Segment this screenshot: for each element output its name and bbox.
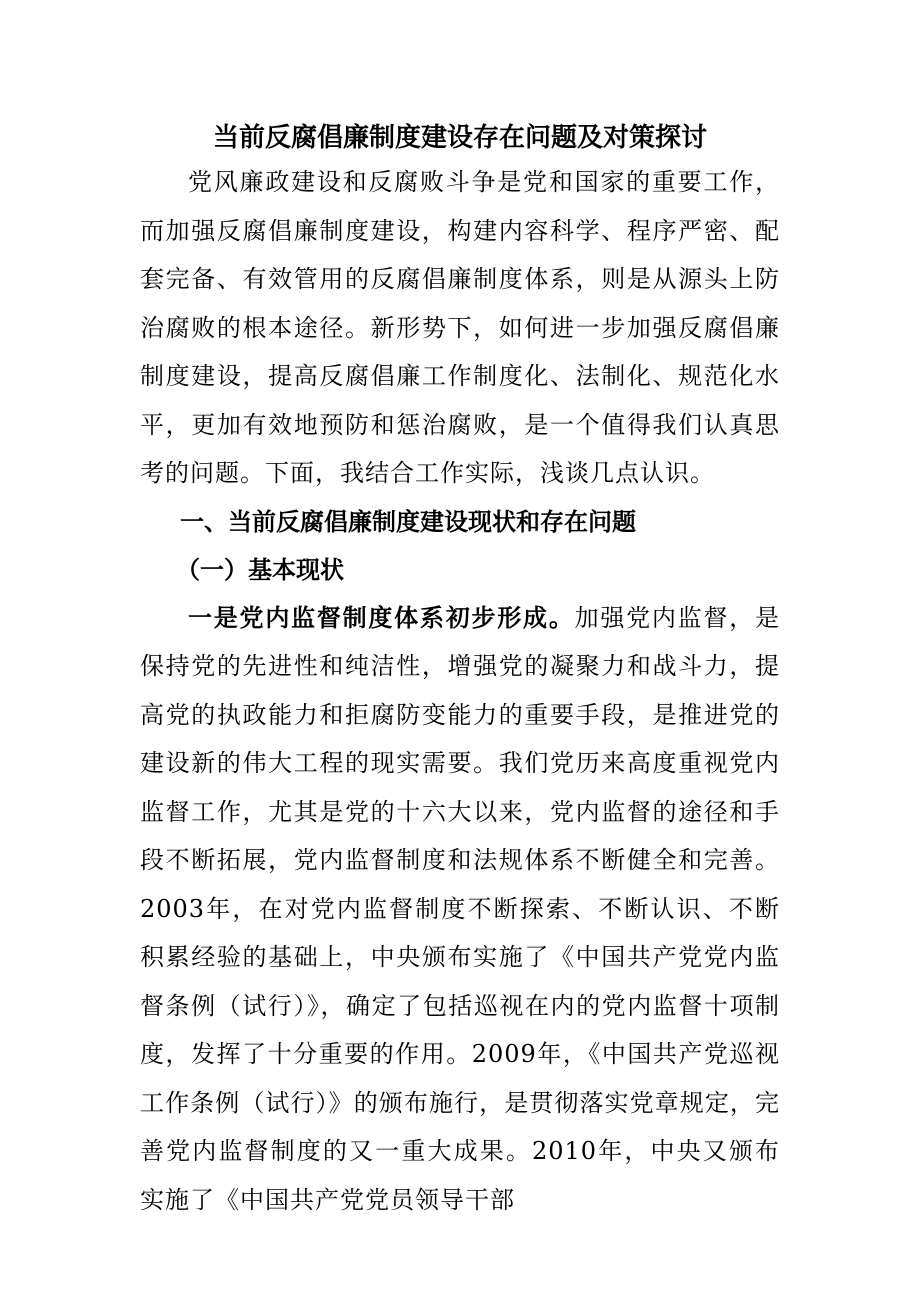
- subsection-heading: （一）基本现状: [176, 555, 344, 584]
- document-title: 当前反腐倡廉制度建设存在问题及对策探讨: [212, 123, 707, 153]
- point-paragraph: [140, 594, 780, 1225]
- intro-paragraph: 党风廉政建设和反腐败斗争是党和国家的重要工作，而加强反腐倡廉制度建设，构建内容科学、程序严密、配套完备、有效管用的反腐倡廉制度体系，则是从源头上防治腐败的根本途径。新形势下，如何进一步加强反腐倡廉制度建设，提高反腐倡廉工作制度化、法制化、规范化水平，更加有效地预防和惩治腐败，是一个值得我们认真思考的问题。下面，我结合工作实际，浅谈几点认识。: [140, 168, 780, 487]
- section-heading: 一、当前反腐倡廉制度建设现状和存在问题: [180, 507, 636, 536]
- point-lead: 一是党内监督制度体系初步形成。: [188, 603, 575, 632]
- document-page: [140, 118, 780, 1224]
- point-body: 加强党内监督，是保持党的先进性和纯洁性，增强党的凝聚力和战斗力，提高党的执政能力和拒腐防变能力的重要手段，是推进党的建设新的伟大工程的现实需要。我们党历来高度重视党内监督工作，尤其是党的十六大以来，党内监督的途径和手段不断拓展，党内监督制度和法规体系不断健全和完善。2003年，在对党内监督制度不断探索、不断认识、不断积累经验的基础上，中央颁布实施了《中国共产党党内监督条例（试行）》，确定了包括巡视在内的党内监督十项制度，发挥了十分重要的作用。2009年，《中国共产党巡视工作条例（试行）》的颁布施行，是贯彻落实党章规定，完善党内监督制度的又一重大成果。2010年，中央又颁布实施了《中国共产党党员领导干部: [140, 603, 781, 1214]
